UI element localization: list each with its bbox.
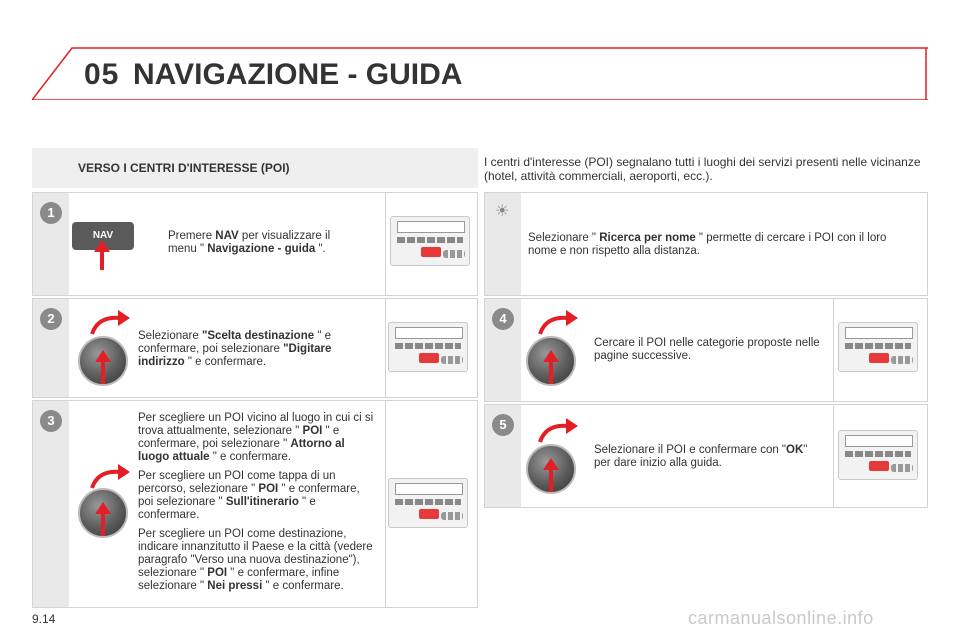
divider bbox=[833, 405, 834, 507]
press-arrow-stem bbox=[549, 468, 553, 492]
step-number-badge: 3 bbox=[40, 410, 62, 432]
watermark: carmanualsonline.info bbox=[688, 608, 874, 628]
radio-panel-thumbnail bbox=[838, 430, 918, 480]
press-arrow-stem bbox=[100, 250, 104, 270]
nav-button-illustration: NAV bbox=[72, 222, 134, 250]
tip-text: Selezionare " Ricerca per nome " permette di cercare i POI con il loro nome e non rispetto alla distanza. bbox=[528, 232, 887, 257]
press-arrow-icon bbox=[543, 458, 559, 470]
step-3-para-2: Per scegliere un POI come tappa di un percorso, selezionare " POI " e confermare, poi selezionare " Sull'itinerario " e confermare. bbox=[138, 470, 360, 521]
lightbulb-icon: ☀ bbox=[495, 203, 510, 220]
step-3-para-1: Per scegliere un POI vicino al luogo in cui ci si trova attualmente, selezionare " POI " e confermare, poi selezionare " Attorno al luogo attuale " e confermare. bbox=[138, 412, 374, 463]
divider bbox=[385, 299, 386, 397]
press-arrow-icon bbox=[94, 240, 110, 252]
divider bbox=[385, 401, 386, 607]
divider bbox=[385, 193, 386, 295]
rotate-arrow-icon bbox=[88, 310, 132, 336]
section-intro: I centri d'interesse (POI) segnalano tutti i luoghi dei servizi presenti nelle vicinanze (hotel, attività commerciali, aeroporti, ecc.). bbox=[484, 155, 921, 183]
press-arrow-stem bbox=[101, 360, 105, 384]
radio-panel-thumbnail bbox=[838, 322, 918, 372]
step-3-para-3: Per scegliere un POI come destinazione, indicare innanzitutto il Paese e la città (vedere paragrafo "Verso una nuova destinazione"), selezionare " POI " e confermare, infine selezionare " Nei pressi " e confermare. bbox=[138, 528, 373, 592]
step-5-text: Selezionare il POI e confermare con "OK" per dare inizio alla guida. bbox=[594, 444, 808, 469]
radio-panel-thumbnail bbox=[388, 322, 468, 372]
step-number-badge: 2 bbox=[40, 308, 62, 330]
step-4-text: Cercare il POI nelle categorie proposte nelle pagine successive. bbox=[594, 337, 820, 362]
section-title: VERSO I CENTRI D'INTERESSE (POI) bbox=[78, 161, 290, 175]
rotate-arrow-icon bbox=[88, 464, 132, 490]
step-number-badge: 5 bbox=[492, 414, 514, 436]
step-1-text: Premere NAV per visualizzare il menu " Navigazione - guida ". bbox=[168, 230, 331, 255]
radio-panel-thumbnail bbox=[388, 478, 468, 528]
radio-panel-thumbnail bbox=[390, 216, 470, 266]
press-arrow-icon bbox=[543, 350, 559, 362]
step-number-badge: 4 bbox=[492, 308, 514, 330]
divider bbox=[833, 299, 834, 401]
page-title: NAVIGAZIONE - GUIDA bbox=[133, 58, 463, 91]
rotate-arrow-icon bbox=[536, 310, 580, 336]
press-arrow-stem bbox=[101, 512, 105, 536]
step-2-text: Selezionare "Scelta destinazione " e confermare, poi selezionare "Digitare indirizzo " e confermare. bbox=[138, 330, 332, 368]
press-arrow-stem bbox=[549, 360, 553, 384]
press-arrow-icon bbox=[95, 350, 111, 362]
chapter-number: 05 bbox=[84, 58, 120, 91]
press-arrow-icon bbox=[95, 502, 111, 514]
rotate-arrow-icon bbox=[536, 418, 580, 444]
step-number-badge: 1 bbox=[40, 202, 62, 224]
page-number: 9.14 bbox=[32, 612, 56, 626]
step-3-text bbox=[138, 412, 374, 599]
